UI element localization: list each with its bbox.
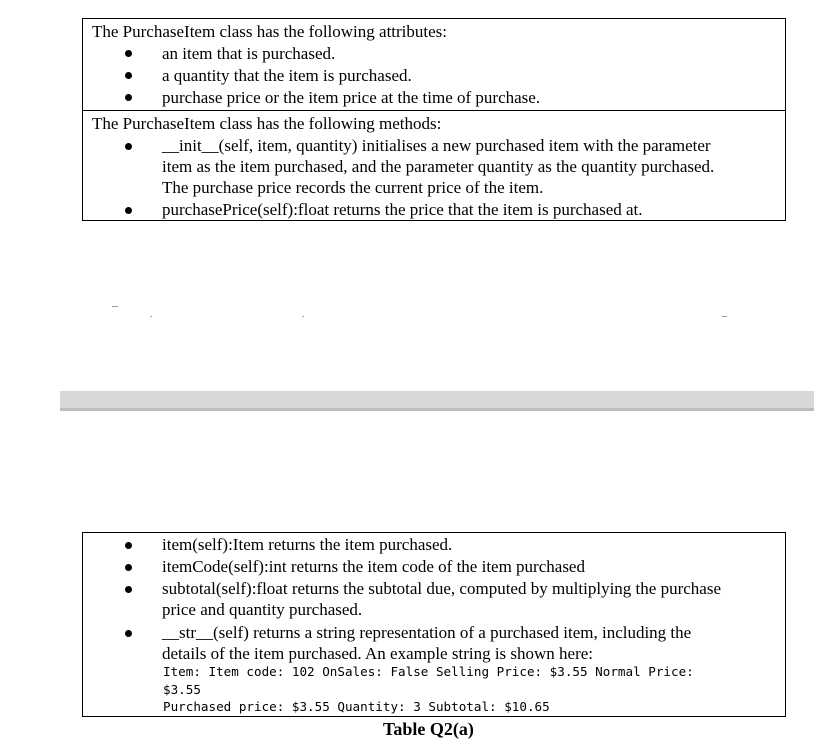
bullet-icon [125,630,132,637]
str-method-line-2: details of the item purchased. An example string is shown here: [162,644,594,663]
item-method: item(self):Item returns the item purchased. [162,535,453,554]
bullet-icon [125,143,132,150]
example-output-line-1: Item: Item code: 102 OnSales: False Selling Price: $3.55 Normal Price: [163,664,694,679]
bullet-icon [125,207,132,214]
init-method-line-3: The purchase price records the current price of the item. [162,178,544,197]
bullet-icon [125,50,132,57]
scan-speck [302,316,304,317]
section-divider [82,110,786,111]
item-code-method: itemCode(self):int returns the item code of the item purchased [162,557,585,576]
scan-speck [722,316,727,317]
init-method-line-1: __init__(self, item, quantity) initialises a new purchased item with the parameter [162,136,711,155]
purchase-price-method: purchasePrice(self):float returns the price that the item is purchased at. [162,200,643,219]
bullet-icon [125,586,132,593]
example-output-line-3: Purchased price: $3.55 Quantity: 3 Subtotal: $10.65 [163,699,550,714]
attribute-purchase-price: purchase price or the item price at the time of purchase. [162,88,541,107]
bullet-icon [125,542,132,549]
attributes-heading: The PurchaseItem class has the following attributes: [92,22,448,41]
bullet-icon [125,94,132,101]
example-output-line-2: $3.55 [163,682,201,697]
methods-heading: The PurchaseItem class has the following methods: [92,114,442,133]
subtotal-method-line-2: price and quantity purchased. [162,600,363,619]
scan-speck [112,306,118,307]
bullet-icon [125,72,132,79]
attribute-quantity: a quantity that the item is purchased. [162,66,412,85]
bullet-icon [125,564,132,571]
page-break-shadow [60,408,814,411]
attribute-item: an item that is purchased. [162,44,336,63]
subtotal-method-line-1: subtotal(self):float returns the subtotal due, computed by multiplying the purchase [162,579,721,598]
str-method-line-1: __str__(self) returns a string representation of a purchased item, including the [162,623,692,642]
init-method-line-2: item as the item purchased, and the parameter quantity as the quantity purchased. [162,157,715,176]
scan-speck [150,316,152,317]
table-caption: Table Q2(a) [383,719,474,739]
